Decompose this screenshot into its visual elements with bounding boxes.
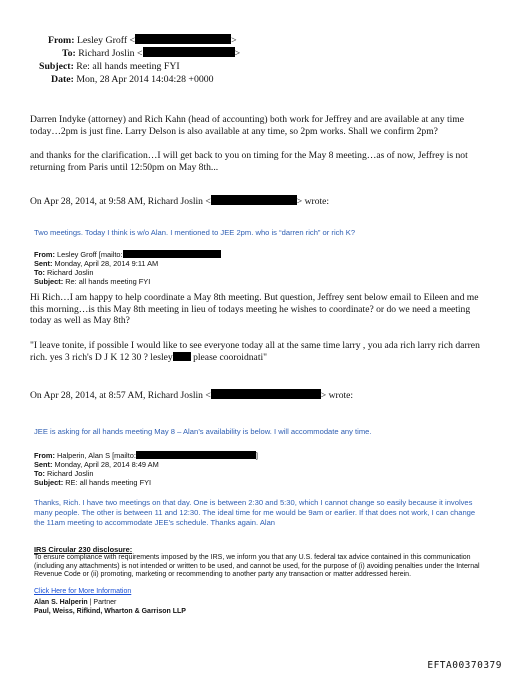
msg3-subject-value: RE: all hands meeting FYI (65, 478, 152, 487)
redaction-bar (173, 352, 191, 361)
msg3-from-close: ] (255, 451, 258, 460)
msg2-from-value: Lesley Groff [mailto: (57, 250, 123, 259)
msg2-from-row (34, 250, 221, 259)
quote-line-2-prefix: On Apr 28, 2014, at 8:57 AM, Richard Joslin < (30, 390, 211, 401)
quote-line-1 (30, 195, 329, 207)
msg3-to-row (34, 469, 258, 478)
msg3-sent-row (34, 460, 258, 469)
msg2-subject-label: Subject: (34, 277, 64, 286)
irs-disclosure (34, 545, 482, 616)
redaction-bar (211, 389, 321, 399)
msg2-subject-value: Re: all hands meeting FYI (65, 277, 151, 286)
irs-text: To ensure compliance with requirements imposed by the IRS, we inform you that any U.S. federal tax advice contained in this communication (including any attachments) is not intended or written to be used, and cannot be used, for the purpose of (i) avoiding penalties under the Internal Revenue Code or (ii) promoting, marketing or recommending to another party any transaction or matter addressed herein. (34, 554, 480, 579)
from-label: From: (48, 35, 75, 46)
document-id: EFTA00370379 (427, 660, 502, 671)
msg2-paragraph-2 (30, 340, 486, 363)
signature-name: Alan S. Halperin (34, 598, 88, 606)
body-paragraph-1: Darren Indyke (attorney) and Rich Kahn (head of accounting) both work for Jeffrey and are available at any time today…2pm is just fine. Larry Delson is also available at any time, so 2pm works. Shall we confirm 2pm? (30, 114, 465, 137)
blue-reply-1: Two meetings. Today I think is w/o Alan. I mentioned to JEE 2pm. who is “darren rich” or rich K? (34, 228, 356, 237)
redaction-bar (211, 195, 297, 205)
redaction-bar (143, 47, 235, 57)
msg2-sent-label: Sent: (34, 259, 53, 268)
subject-label: Subject: (39, 61, 74, 72)
date-value: Mon, 28 Apr 2014 14:04:28 +0000 (76, 74, 214, 85)
redaction-bar (136, 451, 256, 459)
irs-title: IRS Circular 230 disclosure: (34, 545, 133, 554)
header-date-row (48, 73, 240, 86)
msg2-to-value: Richard Joslin (47, 268, 94, 277)
msg2-quote-text-end: please cooroidnati" (190, 351, 268, 363)
subject-value: Re: all hands meeting FYI (76, 61, 180, 72)
redaction-bar (123, 250, 221, 258)
to-label: To: (62, 48, 76, 59)
msg3-from-row (34, 451, 258, 460)
body-paragraph-2: and thanks for the clarification…I will get back to you on timing for the May 8 meeting…as of now, Jeffrey is not returning from Paris until 12:50pm on May 8th... (30, 150, 468, 173)
date-label: Date: (51, 74, 74, 85)
from-value: Lesley Groff < (76, 35, 136, 46)
msg2-from-label: From: (34, 250, 55, 259)
header-to-row (48, 47, 240, 60)
blue-reply-3: Thanks, Rich. I have two meetings on that day. One is between 2:30 and 5:30, which I cannot change so easily because it involves many people. The other is between 11 and 12:30. The ideal time for me would be 9am or earlier. If that does not work, I can change the 11am meeting to accommodate JEE’s schedule. Thanks again. Alan (34, 498, 476, 527)
msg2-sent-value: Monday, April 28, 2014 9:11 AM (54, 259, 159, 268)
top-email-header (39, 34, 241, 86)
close-bracket: > (231, 35, 237, 46)
quote-line-1-suffix: > wrote: (296, 196, 330, 207)
signature-line (34, 598, 482, 607)
header-from-row (48, 34, 240, 47)
header-subject-row (39, 60, 240, 73)
msg3-to-label: To: (34, 469, 45, 478)
msg3-to-value: Richard Joslin (47, 469, 94, 478)
msg2-subject-row (34, 277, 221, 286)
close-bracket: > (234, 48, 241, 59)
blue-reply-2: JEE is asking for all hands meeting May 8 – Alan’s availability is below. I will accommodate any time. (34, 427, 372, 436)
more-info-link[interactable]: Click Here for More Information (34, 587, 132, 595)
msg2-to-label: To: (34, 268, 45, 277)
signature-firm: Paul, Weiss, Rifkind, Wharton & Garrison LLP (34, 607, 186, 615)
msg2-paragraph-1: Hi Rich…I am happy to help coordinate a May 8th meeting. But question, Jeffrey sent below email to Eileen and me this morning…is this May 8th meeting in lieu of todays meeting he wishes to coordinate? or do we need a meeting today as well as May 8th? (30, 292, 479, 326)
msg3-from-label: From: (34, 451, 55, 460)
message-2-header (34, 250, 221, 286)
message-3-header (34, 451, 258, 487)
msg3-sent-label: Sent: (34, 460, 53, 469)
msg3-sent-value: Monday, April 28, 2014 8:49 AM (54, 460, 159, 469)
quote-line-1-prefix: On Apr 28, 2014, at 9:58 AM, Richard Joslin < (30, 196, 211, 207)
msg2-quote-text: "I leave tonite, if possible I would like to see everyone today all at the same time larry , you ada rich larry rich darren rich. yes 3 rich's D J K 12 30 ? lesley (30, 340, 480, 363)
redaction-bar (135, 34, 231, 44)
signature-title: | Partner (87, 598, 117, 606)
msg3-subject-label: Subject: (34, 478, 64, 487)
to-value: Richard Joslin < (78, 48, 143, 59)
quote-line-2-suffix: > wrote: (320, 390, 354, 401)
msg2-sent-row (34, 259, 221, 268)
msg2-to-row (34, 268, 221, 277)
msg3-subject-row (34, 478, 258, 487)
quote-line-2 (30, 389, 353, 401)
msg3-from-value: Halperin, Alan S [mailto: (57, 451, 136, 460)
